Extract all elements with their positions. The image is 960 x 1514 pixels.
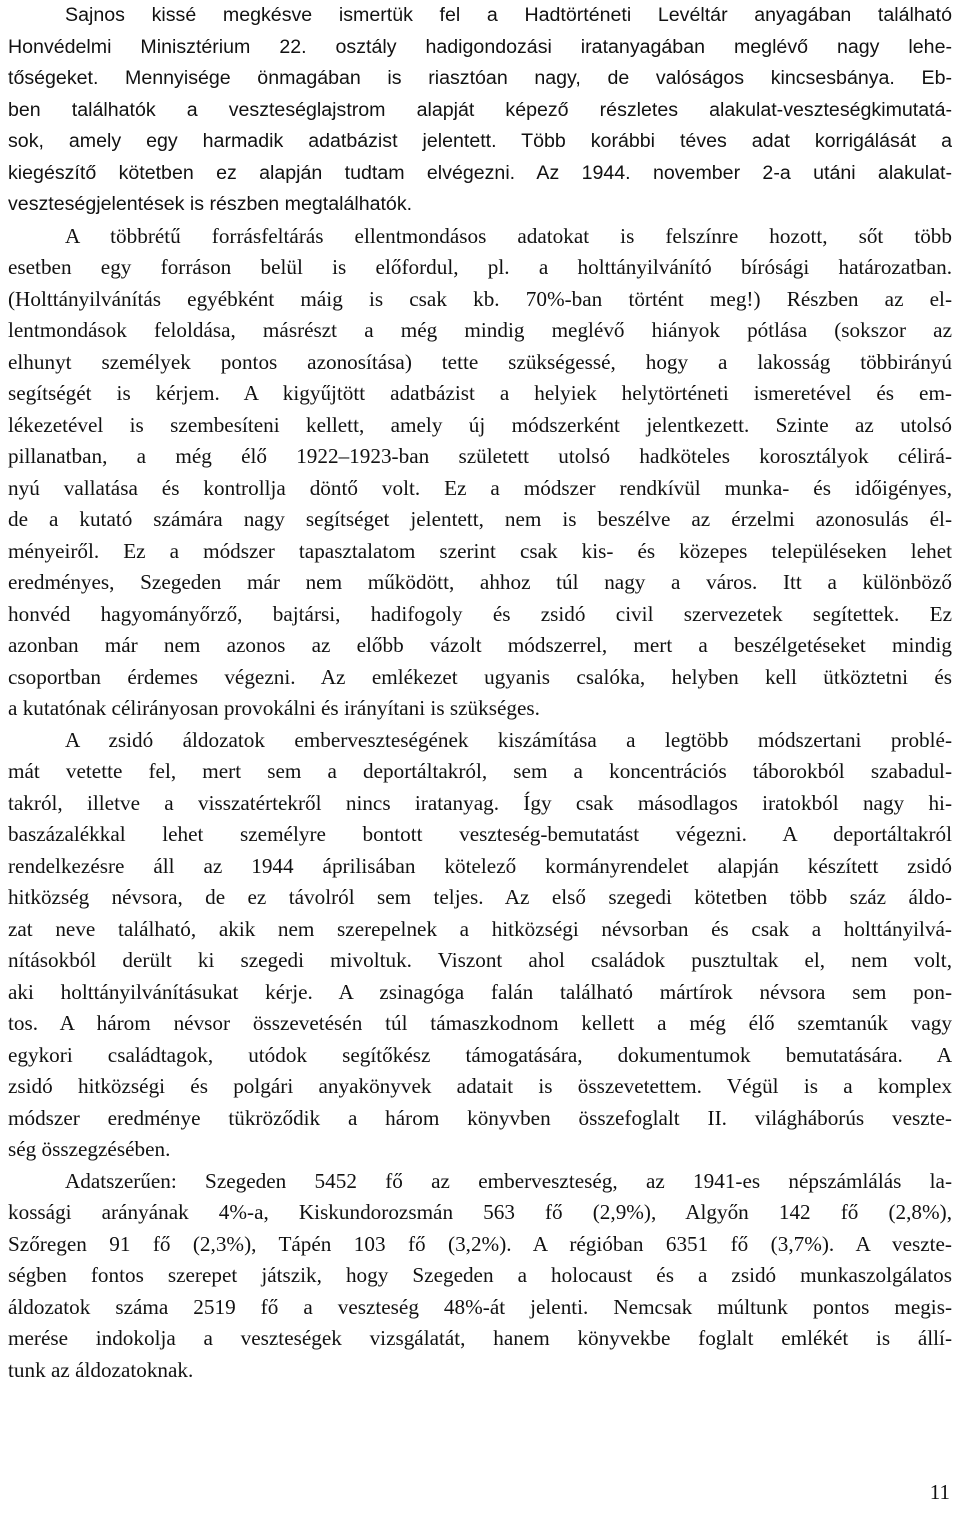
text-line: áldozatok száma 2519 fő a veszteség 48%-át jelenti. Nemcsak múltunk pontos megis- <box>8 1294 952 1319</box>
page-number: 11 <box>929 1480 950 1504</box>
text-line: ben találhatók a veszteséglajstrom alapját képező részletes alakulat-veszteségkimutatá- <box>8 98 952 121</box>
text-line: esetben egy forráson belül is előfordul, pl. a holttányilvánító bírósági határozatban. <box>8 255 952 279</box>
text-line: merése indokolja a veszteségek vizsgálatát, hanem könyvekbe foglalt emlékét is állí- <box>8 1326 952 1350</box>
text-line: aki holttányilvánításukat kérje. A zsinagóga falán található mártírok névsora sem pon- <box>8 979 952 1004</box>
text-line: tos. A három névsor összevetésén túl támaszkodnom kellett a még élő szemtanúk vagy <box>8 1011 952 1035</box>
text-line: ség összegzésében. <box>8 1137 171 1161</box>
text-line: segítségét is kérjem. A kigyűjtött adatbázist a helyiek helytörténeti ismeretével és em- <box>8 381 952 405</box>
text-line: ményeiről. Ez a módszer tapasztalatom szerint csak kis- és közepes településeken lehet <box>8 538 952 563</box>
text-line: módszer eredménye tükröződik a három könyvben összefoglalt II. világháborús veszte- <box>8 1105 952 1130</box>
text-line: csoportban érdemes végezni. Az emlékezet ugyanis csalóka, helyben kell ütköztetni és <box>8 664 952 689</box>
text-line: tunk az áldozatoknak. <box>8 1357 194 1382</box>
text-line: Szőregen 91 fő (2,3%), Tápén 103 fő (3,2%). A régióban 6351 fő (3,7%). A veszte- <box>8 1231 952 1256</box>
text-line: egykori családtagok, utódok segítőkész támogatására, dokumentumok bemutatására. A <box>8 1042 952 1067</box>
text-line: eredményes, Szegeden már nem működött, ahhoz túl nagy a város. Itt a különböző <box>8 570 952 594</box>
text-line: zat neve található, akik nem szerepelnek a hitközségi névsorban és csak a holttányilvá- <box>8 916 952 941</box>
text-line: de a kutató számára nagy segítséget jelentett, nem is beszélve az érzelmi azonosulás él- <box>8 507 952 531</box>
text-line: hitközség névsora, de ez távolról sem teljes. Az első szegedi kötetben több száz áldo- <box>8 885 952 909</box>
text-line: A többrétű forrásfeltárás ellentmondásos adatokat is felszínre hozott, sőt több <box>65 223 952 248</box>
text-line: honvéd hagyományőrző, bajtársi, hadifogoly és zsidó civil szervezetek segítettek. Ez <box>8 601 952 626</box>
text-line: zsidó hitközségi és polgári anyakönyvek adatait is összevetettem. Végül is a komplex <box>8 1074 952 1098</box>
text-line: sok, amely egy harmadik adatbázist jelentett. Több korábbi téves adat korrigálását a <box>8 130 952 152</box>
text-line: elhunyt személyek pontos azonosítása) tette szükségessé, hogy a lakosság többirányú <box>8 349 952 374</box>
text-line: tőségeket. Mennyisége önmagában is riasztóan nagy, de valóságos kincsesbánya. Eb- <box>8 67 952 89</box>
text-line: (Holttányilvánítás egyébként máig is csak kb. 70%-ban történt meg!) Részben az el- <box>8 286 952 311</box>
text-line: nyú vallatása és kontrollja döntő volt. Ez a módszer rendkívül munka- és időigényes, <box>8 475 952 500</box>
text-line: A zsidó áldozatok emberveszteségének kiszámítása a legtöbb módszertani problé- <box>65 727 952 752</box>
text-line: lékezetével is szembesíteni kellett, amely új módszerként jelentkezett. Szinte az utolsó <box>8 412 952 437</box>
text-line: Honvédelmi Minisztérium 22. osztály hadigondozási iratanyagában meglévő nagy lehe- <box>8 35 952 58</box>
text-line: nításokból derült ki szegedi mivoltuk. Viszont ahol családok pusztultak el, nem volt, <box>8 948 952 972</box>
body-text <box>8 0 952 1386</box>
text-line: a kutatónak célirányosan provokálni és irányítani is szükséges. <box>8 696 540 720</box>
text-line: kossági arányának 4%-a, Kiskundorozsmán 563 fő (2,9%), Algyőn 142 fő (2,8%), <box>8 1200 952 1224</box>
text-line: azonban már nem azonos az előbb vázolt módszerrel, mert a beszélgetéseket mindig <box>8 633 952 657</box>
text-line: rendelkezésre áll az 1944 áprilisában kötelező kormányrendelet alapján készített zsidó <box>8 853 952 878</box>
text-line: lentmondások feloldása, másrészt a még mindig meglévő hiányok pótlása (sokszor az <box>8 318 952 342</box>
text-line: baszázalékkal lehet személyre bontott veszteség-bemutatást végezni. A deportáltakról <box>8 822 952 846</box>
text-line: takról, illetve a visszatértekről nincs iratanyag. Így csak másodlagos iratokból nagy hi- <box>8 790 952 815</box>
text-line: kiegészítő kötetben ez alapján tudtam elvégezni. Az 1944. november 2-a utáni alakulat- <box>8 161 952 184</box>
text-line: Adatszerűen: Szegeden 5452 fő az emberveszteség, az 1941-es népszámlálás la- <box>65 1168 952 1193</box>
text-line: mát vetette fel, mert sem a deportáltakról, sem a koncentrációs táborokból szabadul- <box>8 759 952 783</box>
text-line: pillanatban, a még élő 1922–1923-ban született utolsó hadköteles korosztályok célirá- <box>8 444 952 468</box>
text-line: ségben fontos szerepet játszik, hogy Szegeden a holocaust és a zsidó munkaszolgálatos <box>8 1263 952 1287</box>
text-line: Sajnos kissé megkésve ismertük fel a Hadtörténeti Levéltár anyagában található <box>65 4 952 26</box>
text-line: veszteségjelentések is részben megtalálhatók. <box>8 193 413 215</box>
